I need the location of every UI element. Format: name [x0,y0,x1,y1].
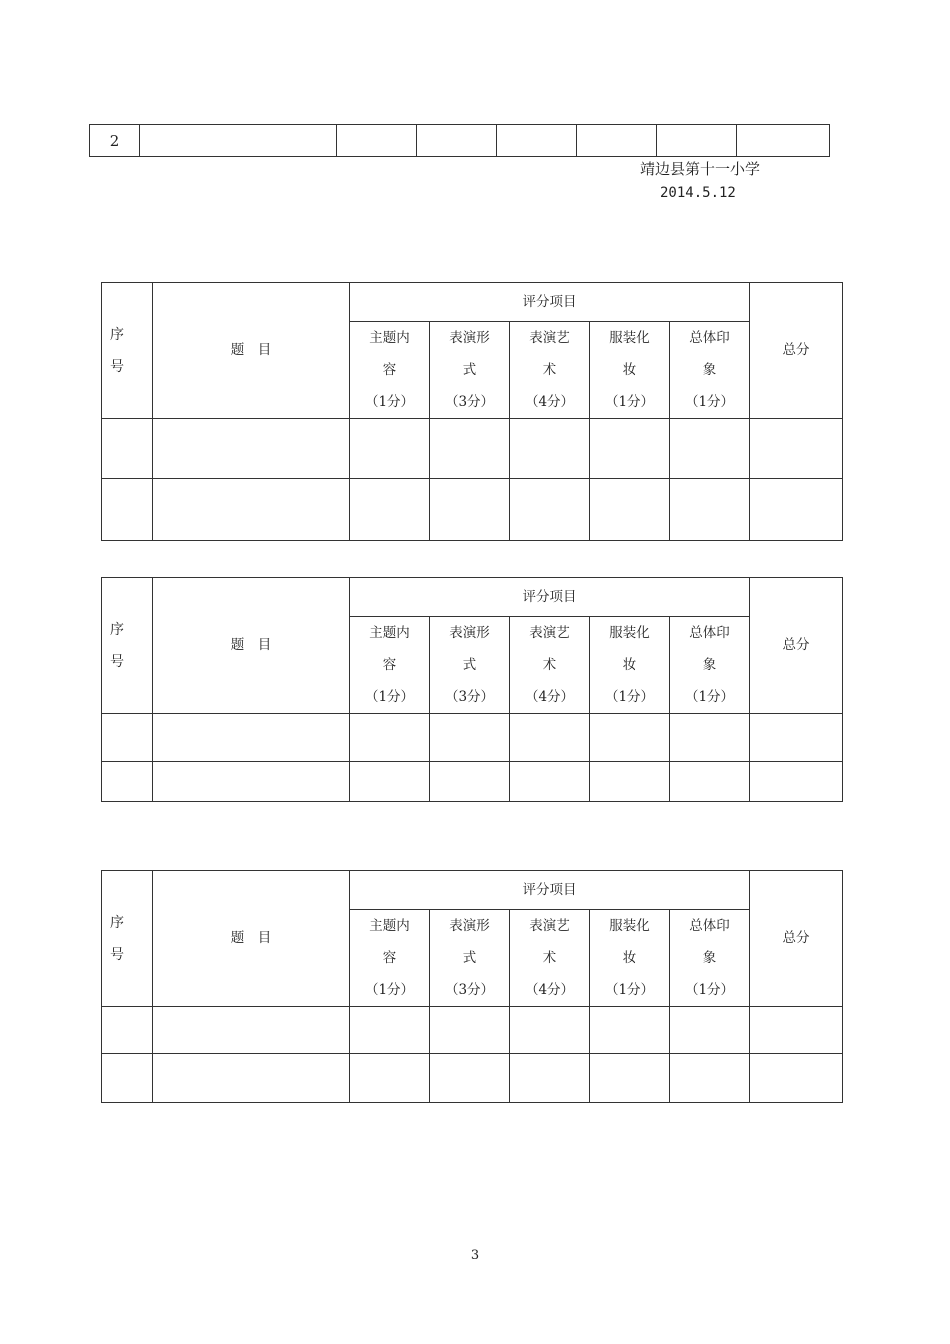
criterion-header-impression: 总体印 象 （1分） [670,617,750,714]
score-cell [337,125,417,157]
criterion-header-theme: 主题内 容 （1分） [350,322,430,419]
criterion-header-form: 表演形 式 （3分） [430,617,510,714]
total-header: 总分 [750,283,843,419]
title-header: 题 目 [153,283,350,419]
page-number: 3 [470,1248,480,1263]
row-index-cell: 2 [90,125,140,157]
score-cell [497,125,577,157]
table-row [102,419,843,479]
table-row [102,762,843,802]
criterion-header-impression: 总体印 象 （1分） [670,322,750,419]
criterion-header-costume: 服装化 妆 （1分） [590,617,670,714]
criterion-header-form: 表演形 式 （3分） [430,910,510,1007]
criterion-header-form: 表演形 式 （3分） [430,322,510,419]
table-row [102,1007,843,1054]
group-header: 评分项目 [350,283,750,322]
school-name: 靖边县第十一小学 [640,160,761,178]
criterion-header-art: 表演艺 术 （4分） [510,910,590,1007]
score-cell [737,125,830,157]
seq-header: 序 号 [102,578,153,714]
criterion-header-art: 表演艺 术 （4分） [510,617,590,714]
table-row [102,1054,843,1103]
top-score-row-table [89,124,830,157]
table-row [102,479,843,541]
seq-header: 序 号 [102,283,153,419]
group-header: 评分项目 [350,871,750,910]
criterion-header-theme: 主题内 容 （1分） [350,617,430,714]
table-row [90,125,830,157]
score-cell [577,125,657,157]
score-table-2 [101,577,843,802]
criterion-header-costume: 服装化 妆 （1分） [590,322,670,419]
title-header: 题 目 [153,578,350,714]
title-cell [140,125,337,157]
table-row [102,714,843,762]
score-table-1 [101,282,843,541]
criterion-header-art: 表演艺 术 （4分） [510,322,590,419]
score-cell [657,125,737,157]
group-header: 评分项目 [350,578,750,617]
signature-date: 2014.5.12 [660,185,736,201]
score-cell [417,125,497,157]
seq-header: 序 号 [102,871,153,1007]
criterion-header-theme: 主题内 容 （1分） [350,910,430,1007]
total-header: 总分 [750,578,843,714]
title-header: 题 目 [153,871,350,1007]
score-table-3 [101,870,843,1103]
criterion-header-impression: 总体印 象 （1分） [670,910,750,1007]
criterion-header-costume: 服装化 妆 （1分） [590,910,670,1007]
total-header: 总分 [750,871,843,1007]
